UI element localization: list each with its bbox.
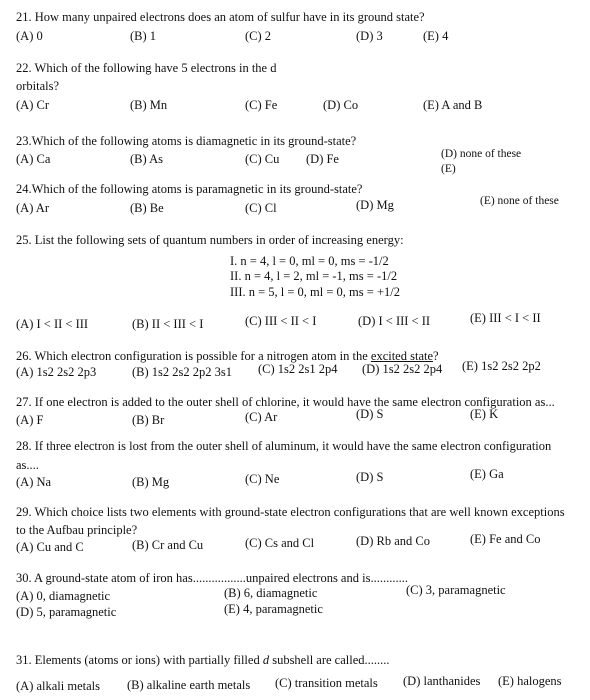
q22-choice-d: (D) Co: [323, 98, 359, 112]
q25-choice-a: (A) I < II < III: [16, 317, 89, 331]
q30-choice-a: (A) 0, diamagnetic: [16, 589, 111, 603]
q23-choice-e: (E): [441, 163, 456, 175]
q25-choice-d: (D) I < III < II: [358, 314, 431, 328]
q29-choice-e: (E) Fe and Co: [470, 532, 541, 546]
q25-choice-c: (C) III < II < I: [245, 314, 317, 328]
q22-question-line1: 22. Which of the following have 5 electrons in the d: [16, 61, 277, 75]
q23-choice-b: (B) As: [130, 152, 163, 166]
q27-choice-d: (D) S: [356, 407, 384, 421]
q22-question: [16, 62, 276, 75]
q31-question: [16, 654, 390, 667]
q25-choice-e: (E) III < I < II: [470, 311, 541, 325]
q29-choice-c: (C) Cs and Cl: [245, 536, 315, 550]
q27-choice-a: (A) F: [16, 413, 44, 427]
q23-choice-d: (D) Fe: [306, 152, 339, 166]
q29-question-line2: to the Aufbau principle?: [16, 523, 138, 537]
q28-question-line2: as....: [16, 458, 39, 472]
q28-choice-d: (D) S: [356, 470, 384, 484]
q23-choice-a: (A) Ca: [16, 152, 51, 166]
q23-choice-c: (C) Cu: [245, 152, 280, 166]
q31-choice-b: (B) alkaline earth metals: [127, 678, 251, 692]
q31-question-italic: d: [262, 653, 270, 667]
q21-choice-d: (D) 3: [356, 29, 383, 43]
q25-set-2: II. n = 4, l = 2, ml = -1, ms = -1/2: [230, 269, 398, 283]
q28-choice-c: (C) Ne: [245, 472, 280, 486]
q25-choice-b: (B) II < III < I: [132, 317, 204, 331]
q26-choice-b: (B) 1s2 2s2 2p2 3s1: [132, 365, 233, 379]
q28-choice-b: (B) Mg: [132, 475, 170, 489]
q22-choice-a: (A) Cr: [16, 98, 49, 112]
q21-choice-b: (B) 1: [130, 29, 157, 43]
q22-choice-e: (E) A and B: [423, 98, 483, 112]
q26-question-underlined: excited state: [370, 349, 434, 363]
q26-choice-a: (A) 1s2 2s2 2p3: [16, 365, 97, 379]
q28-question-line1: 28. If three electron is lost from the outer shell of aluminum, it would have the same electron configuration: [16, 439, 552, 453]
q25-question: 25. List the following sets of quantum numbers in order of increasing energy:: [16, 233, 404, 247]
q21-choice-c: (C) 2: [245, 29, 272, 43]
q22-choice-b: (B) Mn: [130, 98, 168, 112]
q24-choice-b: (B) Be: [130, 201, 164, 215]
q29-choice-d: (D) Rb and Co: [356, 534, 430, 548]
q26-question: [16, 350, 439, 363]
q30-choice-d: (D) 5, paramagnetic: [16, 605, 117, 619]
q22-question-line2: orbitals?: [16, 79, 60, 93]
q21-choice-e: (E) 4: [423, 29, 449, 43]
q24-question: 24.Which of the following atoms is paramagnetic in its ground-state?: [16, 182, 363, 196]
q31-choice-d: (D) lanthanides: [403, 674, 481, 688]
q27-choice-c: (C) Ar: [245, 410, 278, 424]
q23-choice-d-none: (D) none of these: [441, 148, 522, 160]
q24-choice-c: (C) Cl: [245, 201, 277, 215]
q30-choice-c: (C) 3, paramagnetic: [406, 583, 506, 597]
q21-question: 21. How many unpaired electrons does an atom of sulfur have in its ground state?: [16, 10, 425, 24]
q31-question-prefix: 31. Elements (atoms or ions) with partially filled: [16, 653, 263, 667]
q24-choice-e: (E) none of these: [480, 195, 559, 207]
q24-choice-a: (A) Ar: [16, 201, 49, 215]
q31-question-suffix: subshell are called........: [269, 653, 390, 667]
q27-question: 27. If one electron is added to the outer shell of chlorine, it would have the same electron configuration as...: [16, 395, 555, 409]
q27-choice-e: (E) K: [470, 407, 499, 421]
q31-choice-c: (C) transition metals: [275, 676, 378, 690]
q28-choice-e: (E) Ga: [470, 467, 504, 481]
q26-choice-e: (E) 1s2 2s2 2p2: [462, 359, 541, 373]
q26-choice-c: (C) 1s2 2s1 2p4: [258, 362, 338, 376]
q29-choice-a: (A) Cu and C: [16, 540, 84, 554]
q23-question: 23.Which of the following atoms is diamagnetic in its ground-state?: [16, 134, 357, 148]
q21-choice-a: (A) 0: [16, 29, 43, 43]
q25-set-1: I. n = 4, l = 0, ml = 0, ms = -1/2: [230, 254, 389, 268]
q27-choice-b: (B) Br: [132, 413, 165, 427]
q26-question-suffix: ?: [433, 349, 439, 363]
q26-question-prefix: 26. Which electron configuration is possible for a nitrogen atom in the: [16, 349, 371, 363]
q24-choice-d: (D) Mg: [356, 198, 394, 212]
q31-choice-a: (A) alkali metals: [16, 679, 100, 693]
q25-set-3: III. n = 5, l = 0, ml = 0, ms = +1/2: [230, 285, 400, 299]
q30-choice-e: (E) 4, paramagnetic: [224, 602, 323, 616]
q26-choice-d: (D) 1s2 2s2 2p4: [362, 362, 443, 376]
q22-choice-c: (C) Fe: [245, 98, 278, 112]
q30-question: 30. A ground-state atom of iron has.................unpaired electrons and is............: [16, 571, 408, 585]
q29-question-line1: 29. Which choice lists two elements with ground-state electron configurations that are well known exceptions: [16, 505, 565, 519]
q31-choice-e: (E) halogens: [498, 674, 562, 688]
q29-choice-b: (B) Cr and Cu: [132, 538, 204, 552]
q28-choice-a: (A) Na: [16, 475, 52, 489]
q30-choice-b: (B) 6, diamagnetic: [224, 586, 318, 600]
